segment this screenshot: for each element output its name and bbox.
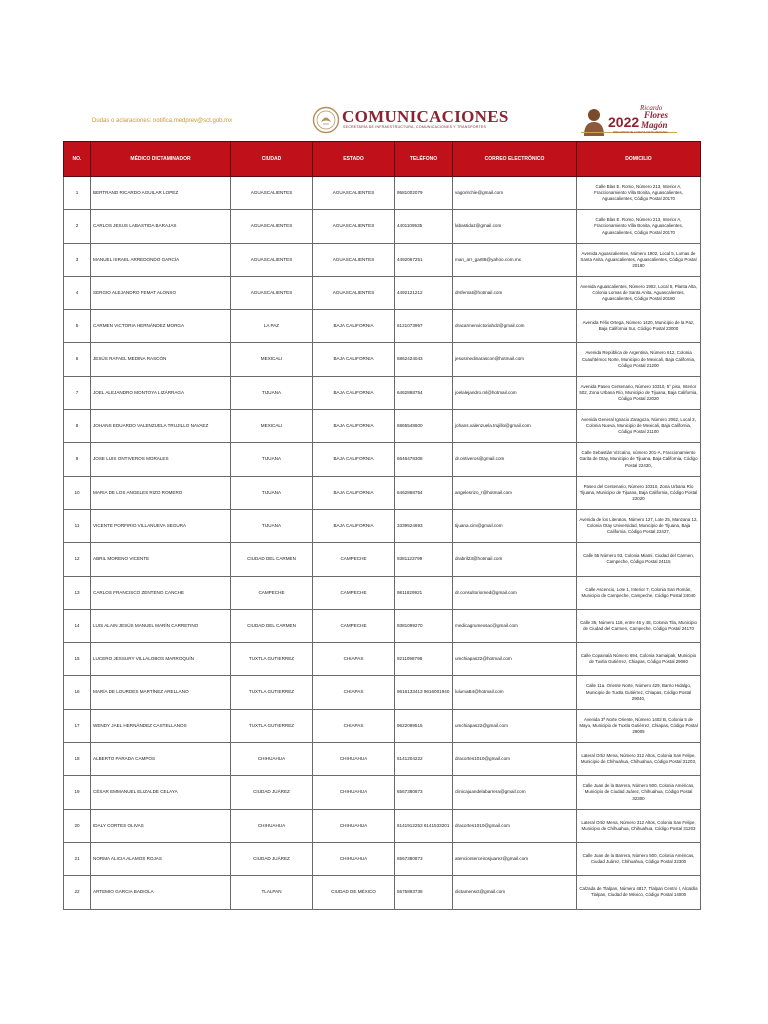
column-header-number: NO. — [64, 142, 91, 177]
state-cell: CHIHUAHUA — [313, 842, 395, 875]
table-row — [64, 343, 701, 376]
address-cell: Calle 11a. Oriente Norte, Número 429, Barrio Hidalgo, Municipio de Tuxtla Gutiérrez, Chiapas, Código Postal 29040, — [577, 676, 701, 709]
doctor-name-cell: JOSE LUIS ONTIVEROS MORALES — [91, 443, 231, 476]
doctor-name-cell: CARLOS JESUS LABASTIDA BARAJAS — [91, 210, 231, 243]
city-cell: CHIHUAHUA — [231, 743, 313, 776]
phone-cell: 6141912253 6141533201 — [395, 809, 453, 842]
doctor-name-cell: JOEL ALEJANDRO MONTOYA LIZÁRRAGA — [91, 376, 231, 409]
table-row — [64, 809, 701, 842]
state-cell: CAMPECHE — [313, 576, 395, 609]
logo-subtitle: SECRETARÍA DE INFRAESTRUCTURA, COMUNICACIONES Y TRANSPORTES — [343, 125, 487, 129]
doctor-name-cell: LUCERO JESSURY VILLALOBOS MARROQUÍN — [91, 643, 231, 676]
table-row — [64, 476, 701, 509]
row-number-cell: 16 — [64, 676, 91, 709]
doctor-name-cell: ARTEMIO GARCIA BADIOLA — [91, 876, 231, 909]
state-cell: BAJA CALIFORNIA — [313, 509, 395, 542]
email-cell: dr.consultoriomed@gmail.com — [453, 576, 577, 609]
email-cell: dracortes1010@gmail.com — [453, 743, 577, 776]
table-row — [64, 243, 701, 276]
row-number-cell: 11 — [64, 509, 91, 542]
row-number-cell: 19 — [64, 776, 91, 809]
city-cell: MEXICALI — [231, 410, 313, 443]
address-cell: Calle Copainalá Número 694, Colonia Xamaipak, Municipio de Tuxtla Gutiérrez, Chiapas, Código Postal 29060 — [577, 643, 701, 676]
email-cell: dracortes1010@gmail.com — [453, 809, 577, 842]
address-cell: Avenida de los Literatos, Número 127, Lote 25, Manzana 12, Colonia Otay Universidad, Municipio de Tijuana, Baja California, Código Postal 22427, — [577, 509, 701, 542]
row-number-cell: 18 — [64, 743, 91, 776]
phone-cell: 6567380873 — [395, 776, 453, 809]
table-row — [64, 643, 701, 676]
phone-cell: 9616133413 9616001940 — [395, 676, 453, 709]
address-cell: Calle 35, Número 118, entre 46 y 48, Colonia Tila, Municipio de Ciudad del Carmen, Campeche, Código Postal 24170 — [577, 609, 701, 642]
email-cell: atencionterceirosjuarez@gmail.com — [453, 842, 577, 875]
phone-cell: 6865548600 — [395, 410, 453, 443]
city-cell: CIUDAD JUÁREZ — [231, 842, 313, 875]
city-cell: AGUASCALIENTES — [231, 210, 313, 243]
email-cell: angelesrizo_r@hotmail.com — [453, 476, 577, 509]
address-cell: Calzada de Tlalpan, Número 4817, Tlalpan Centro I, Alcaldía Tlalpan, Ciudad de México, Código Postal 14000 — [577, 876, 701, 909]
table-row — [64, 842, 701, 875]
phone-cell: 5575893738 — [395, 876, 453, 909]
table-row — [64, 776, 701, 809]
email-cell: vagorirchie@gmail.com — [453, 177, 577, 210]
logo-title: COMUNICACIONES — [342, 107, 509, 126]
address-cell: Calle Juan de la Barrera, Número 500, Colonia Américas, Municipio de Ciudad Juárez, Chihuahua, Código Postal 32300 — [577, 776, 701, 809]
email-cell: labastidaz@gmail.com — [453, 210, 577, 243]
row-number-cell: 4 — [64, 276, 91, 309]
row-number-cell: 12 — [64, 543, 91, 576]
state-cell: BAJA CALIFORNIA — [313, 376, 395, 409]
city-cell: TUXTLA GUTIERREZ — [231, 709, 313, 742]
address-cell: Lateral Ortiz Mena, Número 312 Altos, Colonia San Felipe, Municipio de Chihuahua, Chihuahua, Código Postal 31203 — [577, 809, 701, 842]
address-cell: Calle Sebastián Vizcaíno, número 201-A, Fraccionamiento Garita de Otay, Municipio de Tijuana, Baja California, Código Postal 22430, — [577, 443, 701, 476]
email-cell: lulumaB4@hotmail.com — [453, 676, 577, 709]
email-cell: joelalejandro.ml@hotmail.com — [453, 376, 577, 409]
state-cell: BAJA CALIFORNIA — [313, 343, 395, 376]
state-cell: BAJA CALIFORNIA — [313, 310, 395, 343]
table-row — [64, 576, 701, 609]
state-cell: AGUASCALIENTES — [313, 243, 395, 276]
email-cell: medicagrumexsac@gmail.com — [453, 609, 577, 642]
address-cell: Avenida Félix Ortega, Número 1420, Municipio de la Paz, Baja California Sur, Código Postal 23000 — [577, 310, 701, 343]
city-cell: TUXTLA GUTIERREZ — [231, 676, 313, 709]
doctor-name-cell: SERGIO ALEJANDRO FEMAT ALONSO — [91, 276, 231, 309]
address-cell: Avenida General Ignacio Zaragoza, Número 2062, Local 3, Colonia Nueva, Municipio de Mexicali, Baja California, Código Postal 21100 — [577, 410, 701, 443]
table-row — [64, 709, 701, 742]
phone-cell: 4492121212 — [395, 276, 453, 309]
state-cell: CHIHUAHUA — [313, 809, 395, 842]
address-cell: Calle 55 Número 93, Colonia Miami, Ciudad del Carmen, Campeche, Código Postal 24115 — [577, 543, 701, 576]
table-row — [64, 310, 701, 343]
state-cell: CHIAPAS — [313, 676, 395, 709]
city-cell: TIJUANA — [231, 376, 313, 409]
state-cell: AGUASCALIENTES — [313, 210, 395, 243]
city-cell: AGUASCALIENTES — [231, 276, 313, 309]
doctor-name-cell: CARLOS FRANCISCO ZENTENO CANCHE — [91, 576, 231, 609]
address-cell: Paseo del Centenario, Número 10310, Zona Urbana Río Tijuana, Municipio de Tijuana, Baja California, Código Postal 22020 — [577, 476, 701, 509]
phone-cell: 6462868754 — [395, 476, 453, 509]
doctor-name-cell: ALBERTO PARADA CAMPOS — [91, 743, 231, 776]
table-row — [64, 743, 701, 776]
city-cell: MEXICALI — [231, 343, 313, 376]
state-cell: AGUASCALIENTES — [313, 276, 395, 309]
state-cell: BAJA CALIFORNIA — [313, 410, 395, 443]
phone-cell: 9381099270 — [395, 609, 453, 642]
state-cell: CHIAPAS — [313, 709, 395, 742]
doctor-name-cell: WENDY JAEL HERNÁNDEZ CASTELLANOS — [91, 709, 231, 742]
state-cell: CHIAPAS — [313, 643, 395, 676]
row-number-cell: 17 — [64, 709, 91, 742]
doctor-name-cell: BERTRAND RICARDO AGUILAR LOPEZ — [91, 177, 231, 210]
doctor-name-cell: NORMA ALICIA ALAMOS ROJAS — [91, 842, 231, 875]
phone-cell: 4492067251 — [395, 243, 453, 276]
phone-cell: 3339524693 — [395, 509, 453, 542]
state-cell: CHIHUAHUA — [313, 776, 395, 809]
email-cell: jesusmedinarascon@hotmail.com — [453, 343, 577, 376]
row-number-cell: 5 — [64, 310, 91, 343]
email-cell: dr.ontiveros@gmail.com — [453, 443, 577, 476]
address-cell: Avenida Aguascalientes, Número 1902, Local 5, Lomas de Santa Anita, Aguascalientes, Aguascalientes, Código Postal 20180 — [577, 243, 701, 276]
table-row — [64, 876, 701, 909]
row-number-cell: 20 — [64, 809, 91, 842]
address-cell: Calle Blas E. Romo, Número 213, Interior A, Fraccionamiento Villa Bonita, Aguascalientes, Aguascalientes, Código Postal 20170 — [577, 210, 701, 243]
table-header-row — [64, 142, 701, 177]
phone-cell: 6141204222 — [395, 743, 453, 776]
row-number-cell: 6 — [64, 343, 91, 376]
column-header-doctor: MÉDICO DICTAMINADOR — [91, 142, 231, 177]
row-number-cell: 7 — [64, 376, 91, 409]
doctors-table — [63, 141, 701, 910]
address-cell: Avenida República de Argentina, Número 612, Colonia Cuauhtémoc Norte, Municipio de Mexicali, Baja California, Código Postal 21200 — [577, 343, 701, 376]
table-row — [64, 210, 701, 243]
table-row — [64, 376, 701, 409]
row-number-cell: 8 — [64, 410, 91, 443]
table-row — [64, 177, 701, 210]
city-cell: TUXTLA GUTIERREZ — [231, 643, 313, 676]
city-cell: TIJUANA — [231, 509, 313, 542]
email-cell: umchiapas22@gmail.com — [453, 709, 577, 742]
address-cell: Avenida Paseo Centenario, Número 10310, 5° piso, Interior 502, Zona Urbana Río, Municipio de Tijuana, Baja California, Código Postal 22020 — [577, 376, 701, 409]
row-number-cell: 15 — [64, 643, 91, 676]
row-number-cell: 3 — [64, 243, 91, 276]
column-header-state: ESTADO — [313, 142, 395, 177]
row-number-cell: 13 — [64, 576, 91, 609]
doctor-name-cell: CÉSAR EMMANUEL ELIZALDE CELAYA — [91, 776, 231, 809]
table-row — [64, 443, 701, 476]
doctor-name-cell: IDALY CORTES OLIVAS — [91, 809, 231, 842]
column-header-city: CIUDAD — [231, 142, 313, 177]
doctor-name-cell: LUIS ALAIN JESÚS MANUEL MARÍN CARRETINO — [91, 609, 231, 642]
city-cell: LA PAZ — [231, 310, 313, 343]
table-row — [64, 543, 701, 576]
phone-cell: 6462868754 — [395, 376, 453, 409]
city-cell: TIJUANA — [231, 443, 313, 476]
row-number-cell: 22 — [64, 876, 91, 909]
row-number-cell: 9 — [64, 443, 91, 476]
address-cell: Avenida Aguascalientes, Número 1902, Local 5, Planta Alta, Colonia Lomas de Santa Anita, Aguascalientes, Aguascalientes, Código Postal 20180 — [577, 276, 701, 309]
city-cell: CIUDAD DEL CARMEN — [231, 543, 313, 576]
phone-cell: 9581002079 — [395, 177, 453, 210]
badge-year: 2022 — [608, 114, 640, 130]
state-cell: BAJA CALIFORNIA — [313, 476, 395, 509]
phone-cell: 6646478308 — [395, 443, 453, 476]
city-cell: CIUDAD DEL CARMEN — [231, 609, 313, 642]
badge-name-last: Magón — [641, 120, 668, 130]
address-cell: Avenida 3ª Norte Oriente, Número 1402 B, Colonia 5 de Mayo, Municipio de Tuxtla Gutiérrez, Chiapas, Código Postal 29005 — [577, 709, 701, 742]
state-cell: CAMPECHE — [313, 543, 395, 576]
state-cell: AGUASCALIENTES — [313, 177, 395, 210]
phone-cell: 6121073957 — [395, 310, 453, 343]
address-cell: Calle Ascencio, Lote 1, Interior 7, Colonia San Román, Municipio de Campeche, Campeche, Código Postal 24040 — [577, 576, 701, 609]
city-cell: TIJUANA — [231, 476, 313, 509]
badge-name-middle: Flores — [644, 110, 669, 120]
table-row — [64, 276, 701, 309]
badge-name-first: Ricardo — [640, 104, 663, 112]
state-cell: BAJA CALIFORNIA — [313, 443, 395, 476]
city-cell: CAMPECHE — [231, 576, 313, 609]
email-cell: umchiapas22@hotmail.com — [453, 643, 577, 676]
email-cell: tijuana.cim@gmail.com — [453, 509, 577, 542]
city-cell: AGUASCALIENTES — [231, 243, 313, 276]
row-number-cell: 21 — [64, 842, 91, 875]
doctor-name-cell: ABRIL MORENO VICENTE — [91, 543, 231, 576]
email-cell: clinicajuandelabarrera@gmail.com — [453, 776, 577, 809]
email-cell: dictamensct@gmail.com — [453, 876, 577, 909]
table-row — [64, 609, 701, 642]
state-cell: CAMPECHE — [313, 609, 395, 642]
city-cell: AGUASCALIENTES — [231, 177, 313, 210]
doctor-name-cell: MARÍA DE LOURDES MARTÍNEZ ARELLANO — [91, 676, 231, 709]
email-cell: drabril23@hotmail.com — [453, 543, 577, 576]
state-cell: CIUDAD DE MÉXICO — [313, 876, 395, 909]
address-cell: Calle Juan de la Barrera, Número 500, Colonia Américas, Ciudad Juárez, Chihuahua, Código Postal 32300 — [577, 842, 701, 875]
doctor-name-cell: VICENTE PORFIRIO VILLANUEVA SEGURA — [91, 509, 231, 542]
row-number-cell: 1 — [64, 177, 91, 210]
badge-subtitle: PRECURSOR DE LA REVOLUCIÓN MEXICANA — [613, 131, 668, 134]
phone-cell: 6862424043 — [395, 343, 453, 376]
phone-cell: 9811829921 — [395, 576, 453, 609]
doctor-name-cell: MARIA DE LOS ANGELES RIZO ROMERO — [91, 476, 231, 509]
phone-cell: 9381123799 — [395, 543, 453, 576]
eagle-emblem-icon — [312, 106, 340, 134]
email-cell: drsfemat@hotmail.com — [453, 276, 577, 309]
table-row — [64, 410, 701, 443]
phone-cell: 9622089515 — [395, 709, 453, 742]
city-cell: CHIHUAHUA — [231, 809, 313, 842]
city-cell: TLALPAN — [231, 876, 313, 909]
doctor-name-cell: JOHANS EDUARDO VALENZUELA TRUJILLO NAVAEZ — [91, 410, 231, 443]
doctor-name-cell: JESÚS RAFAEL MEDINA RASCÓN — [91, 343, 231, 376]
column-header-address: DOMICILIO — [577, 142, 701, 177]
table-row — [64, 509, 701, 542]
address-cell: Calle Blas E. Romo, Número 213, Interior A, Fraccionamiento Villa Bonita, Aguascalientes, Aguascalientes, Código Postal 20170 — [577, 177, 701, 210]
phone-cell: 4401109535 — [395, 210, 453, 243]
address-cell: Lateral Ortiz Mena, Número 312 Altos, Colonia San Felipe, Municipio de Chihuahua, Chihuahua, Código Postal 31203, — [577, 743, 701, 776]
email-cell: dracarmenvictoriahdz@gmail.com — [453, 310, 577, 343]
row-number-cell: 10 — [64, 476, 91, 509]
email-cell: johans.valenzuela.trujillo@gmail.com — [453, 410, 577, 443]
doctor-name-cell: MANUEL ISRAEL ARREDONDO GARCÍA — [91, 243, 231, 276]
phone-cell: 6567380873 — [395, 842, 453, 875]
doctor-name-cell: CARMEN VICTORIA HERNÁNDEZ MORGA — [91, 310, 231, 343]
row-number-cell: 14 — [64, 609, 91, 642]
email-cell: man_arr_gar88@yahoo.com.mx — [453, 243, 577, 276]
table-row — [64, 676, 701, 709]
phone-cell: 9211098798 — [395, 643, 453, 676]
row-number-cell: 2 — [64, 210, 91, 243]
city-cell: CIUDAD JUÁREZ — [231, 776, 313, 809]
column-header-phone: TELÉFONO — [395, 142, 453, 177]
state-cell: CHIHUAHUA — [313, 743, 395, 776]
column-header-email: CORREO ELECTRÓNICO — [453, 142, 577, 177]
contact-notice: Dudas o aclaraciones: notifica.medprev@sct.gob.mx — [92, 118, 233, 124]
